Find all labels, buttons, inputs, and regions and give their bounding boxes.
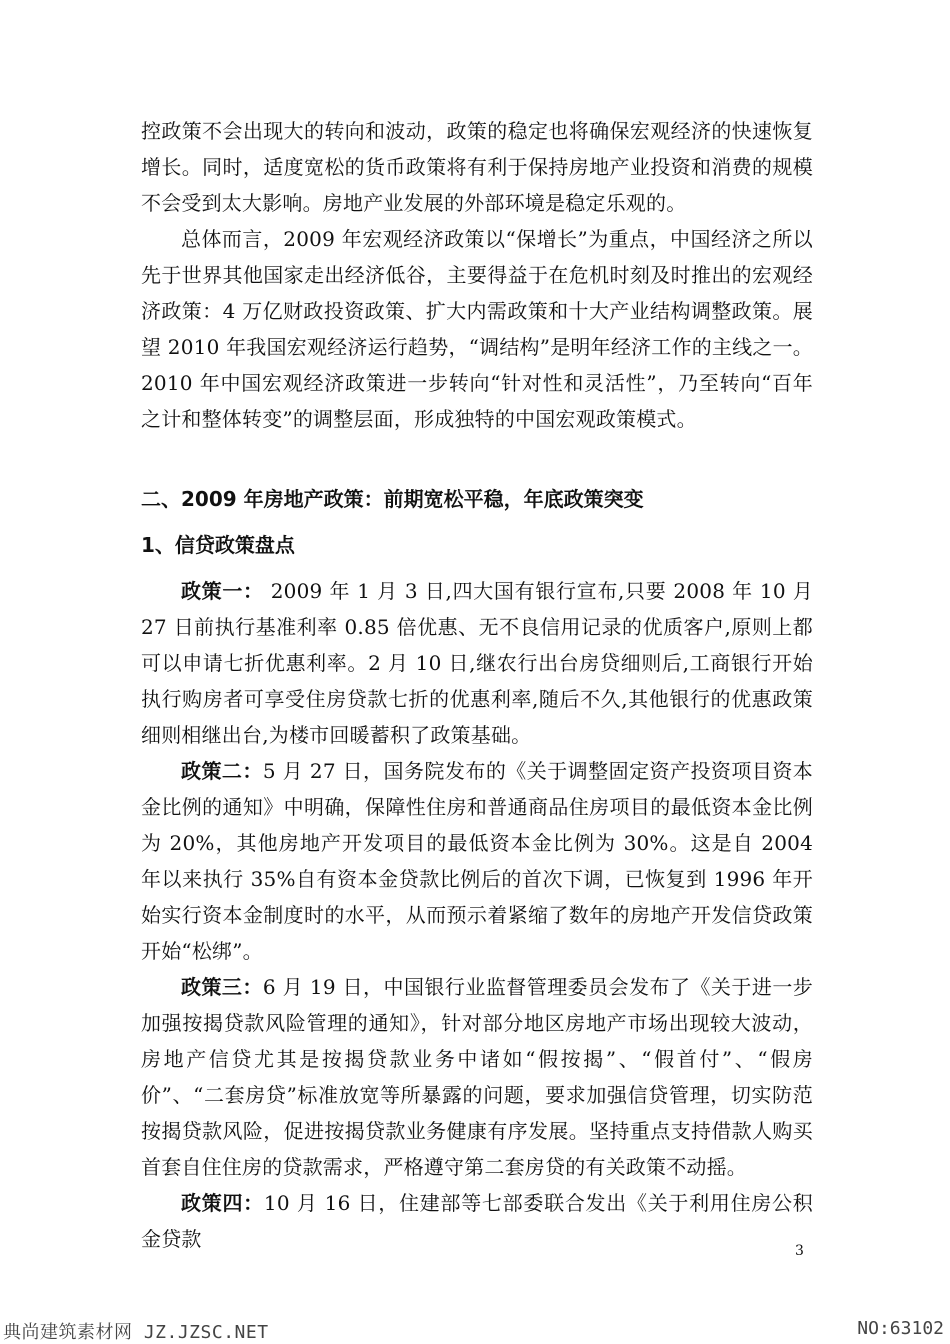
- policy-text-2: 5 月 27 日，国务院发布的《关于调整固定资产投资项目资本金比例的通知》中明确，保障性住房和普通商品住房项目的最低资本金比例为 20%，其他房地产开发项目的最低资本金比例为 30%。这是自 2004 年以来执行 35%自有资本金贷款比例后的首次下调，已恢复到 1996 年开始实行资本金制度时的水平，从而预示着紧缩了数年的房地产开发信贷政策开始“松绑”。: [141, 759, 813, 963]
- watermark-site-text: 典尚建筑素材网 JZ.JZSC.NET: [3, 1322, 269, 1343]
- policy-text-3: 6 月 19 日，中国银行业监督管理委员会发布了《关于进一步加强按揭贷款风险管理的通知》，针对部分地区房地产市场出现较大波动，房地产信贷尤其是按揭贷款业务中诸如“假按揭”、“假首付”、“假房价”、“二套房贷”标准放宽等所暴露的问题，要求加强信贷管理，切实防范按揭贷款风险，促进按揭贷款业务健康有序发展。坚持重点支持借款人购买首套自住住房的贷款需求，严格遵守第二套房贷的有关政策不动摇。: [141, 975, 813, 1179]
- section-heading: 二、2009 年房地产政策：前期宽松平稳，年底政策突变: [141, 487, 644, 511]
- policy-lead-1: 政策一：: [181, 579, 264, 603]
- policy-text-1: 2009 年 1 月 3 日,四大国有银行宣布,只要 2008 年 10 月 27 日前执行基准利率 0.85 倍优惠、无不良信用记录的优质客户,原则上都可以申请七折优惠利率。2 月 10 日,继农行出台房贷细则后,工商银行开始执行购房者可享受住房贷款七折的优惠利率,随后不久,其他银行的优惠政策细则相继出台,为楼市回暖蓄积了政策基础。: [141, 579, 813, 747]
- watermark-footer: [0, 1316, 950, 1343]
- policy-paragraph-3: [141, 969, 813, 1185]
- watermark-id-text: NO:63102: [857, 1318, 944, 1339]
- policy-paragraph-2: [141, 753, 813, 969]
- policy-lead-3: 政策三：: [181, 975, 263, 999]
- policy-text-4: 10 月 16 日，住建部等七部委联合发出《关于利用住房公积金贷款: [141, 1191, 813, 1251]
- subsection-heading: 1、信贷政策盘点: [141, 533, 295, 557]
- policy-lead-4: 政策四：: [181, 1191, 264, 1215]
- page-number: 3: [795, 1243, 804, 1259]
- policy-lead-2: 政策二：: [181, 759, 263, 783]
- intro-paragraph-2: 总体而言，2009 年宏观经济政策以“保增长”为重点，中国经济之所以先于世界其他国家走出经济低谷，主要得益于在危机时刻及时推出的宏观经济政策：4 万亿财政投资政策、扩大内需政策和十大产业结构调整政策。展望 2010 年我国宏观经济运行趋势，“调结构”是明年经济工作的主线之一。2010 年中国宏观经济政策进一步转向“针对性和灵活性”，乃至转向“百年之计和整体转变”的调整层面，形成独特的中国宏观政策模式。: [141, 227, 813, 431]
- page-content: [141, 113, 813, 1257]
- intro-paragraph-1: 控政策不会出现大的转向和波动，政策的稳定也将确保宏观经济的快速恢复增长。同时，适度宽松的货币政策将有利于保持房地产业投资和消费的规模不会受到太大影响。房地产业发展的外部环境是稳定乐观的。: [141, 119, 813, 215]
- policy-paragraph-4: [141, 1185, 813, 1257]
- policy-paragraph-1: [141, 573, 813, 753]
